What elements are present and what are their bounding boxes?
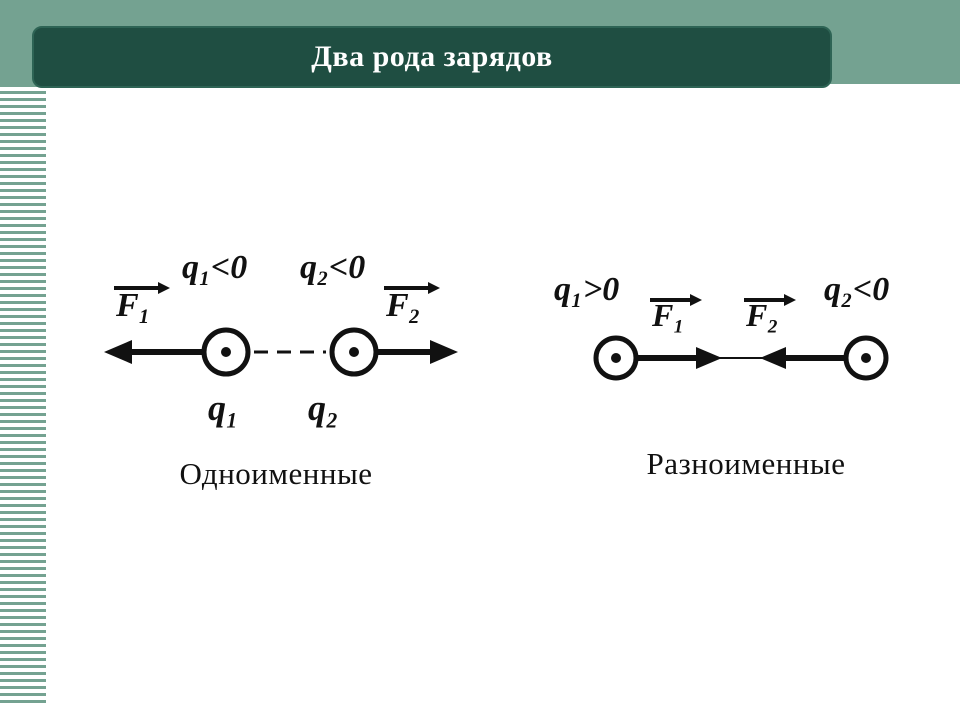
charge-q1-name-label: q₁: [208, 388, 239, 428]
force-f1-vector-bar-head: [158, 282, 170, 294]
charge-q1-sign-label: q₁>0: [554, 271, 620, 308]
figure-area: [46, 110, 960, 690]
like-charges-drawing: [86, 230, 466, 450]
force-f2-label: F₂: [746, 297, 779, 333]
left-decorative-stripes: [0, 84, 46, 720]
charge-q1-dot: [221, 347, 231, 357]
force-f2-vector-bar-head: [784, 294, 796, 306]
force-f1-label: F₁: [116, 287, 151, 324]
charge-q2-dot: [861, 353, 871, 363]
like-charges-caption: Одноименные: [179, 456, 373, 491]
page-title: Два рода зарядов: [311, 40, 553, 73]
force-f2-arrowhead: [760, 347, 786, 369]
left-stripes-bottom-gap: [0, 704, 46, 720]
force-f2-label: F₂: [386, 287, 421, 324]
charge-q2-name-label: q₂: [308, 388, 339, 428]
force-f1-label: F₁: [652, 297, 685, 333]
figure-like-charges: [86, 230, 466, 492]
charge-q2-sign-label: q₂<0: [824, 271, 890, 308]
charge-q2-dot: [349, 347, 359, 357]
charge-q2-sign-label: q₂<0: [300, 249, 366, 286]
charge-q1-sign-label: q₁<0: [182, 249, 248, 286]
charge-q1-dot: [611, 353, 621, 363]
force-f2-arrowhead: [430, 340, 458, 364]
force-f1-arrowhead: [696, 347, 722, 369]
force-f1-vector-bar-head: [690, 294, 702, 306]
unlike-charges-caption: Разноименные: [646, 446, 846, 481]
title-plaque: [32, 26, 832, 88]
force-f2-vector-bar-head: [428, 282, 440, 294]
figure-unlike-charges: [546, 250, 946, 482]
unlike-charges-drawing: [546, 250, 946, 440]
force-f1-arrowhead: [104, 340, 132, 364]
